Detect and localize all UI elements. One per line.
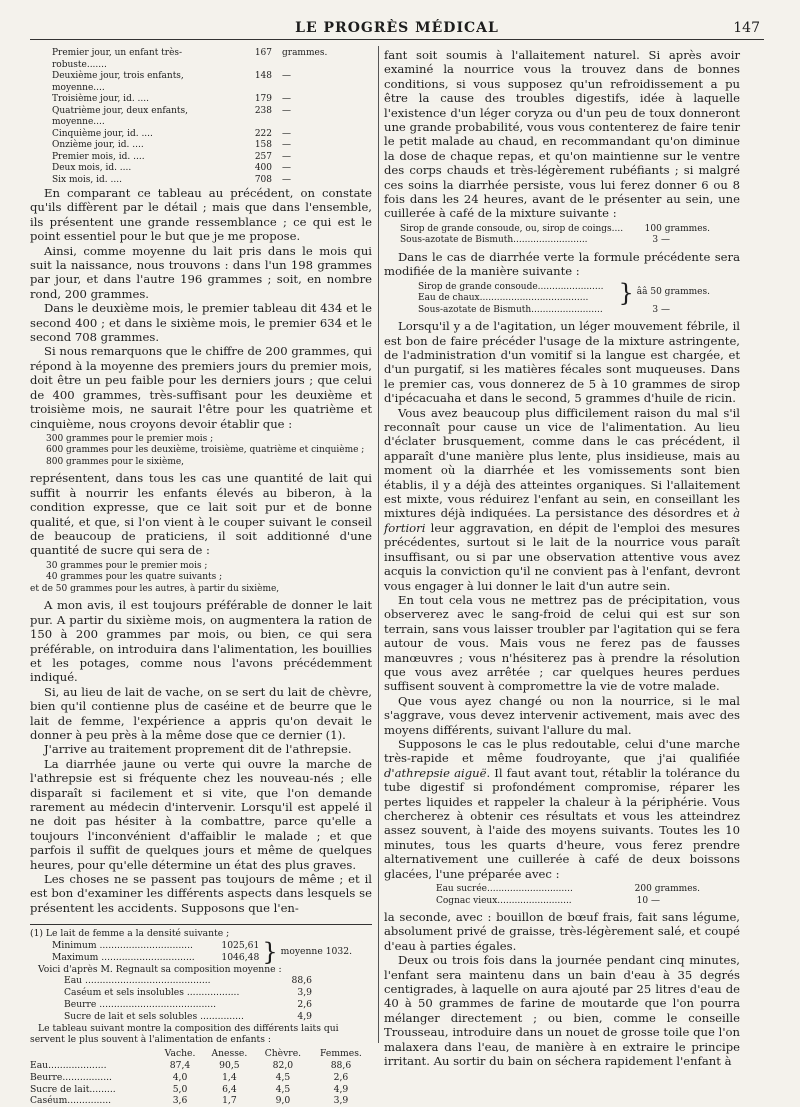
sugar-list: [30, 558, 372, 599]
table-row: [30, 1072, 372, 1084]
paragraph: Vous avez beaucoup plus difficilement raison du mal s'il reconnaît pour cause un vice de l'alimentation. Au lieu d'éclater brusquement, comme dans le cas précédent, il apparaît d'une manière plus lente, plus insidieuse, mais au moment où la diarrhée et les vomissements sont bien établis, il y a déjà des atteintes organiques. Si l'allaitement est mixte, vous réduirez l'enfant au sein, en conseillant les mixtures déjà indiquées. La persistance des désordres et à fortiori leur aggravation, en dépit de l'emploi des mesures précédentes, surtout si le lait de la nourrice vous paraît insuffisant, ou si par une observation attentive vous avez acquis la conviction qu'il ne convient pas à l'enfant, devront vous engager à lui donner le lait d'un autre sein.: [384, 405, 740, 593]
mixture-2: [384, 279, 740, 320]
mixture-row: Sirop de grande consoude, ou, sirop de coings.... 100 grammes.: [400, 223, 710, 234]
paragraph: J'arrive au traitement proprement dit de l'athrepsie.: [44, 742, 352, 757]
table-cell: 9,0: [275, 1095, 291, 1107]
table-row: Six mois, id. .... 708 —: [52, 174, 291, 185]
table-cell: 3,9: [333, 1095, 349, 1107]
page-number: 147: [733, 20, 760, 36]
table-cell: 87,4: [169, 1060, 191, 1072]
paragraph: Si nous remarquons que le chiffre de 200 grammes, qui répond à la moyenne des premiers jours du premier mois, doit être un peu faible pour les derniers jours ; que celui de 400 grammes, très-suffisant pour les deuxième et troisième mois, ne saurait l'être pour les quatrième et cinquième, nous croyons devoir établir que :: [30, 344, 372, 431]
column-header: Vache.: [164, 1048, 196, 1060]
paragraph: A mon avis, il est toujours préférable de donner le lait pur. A partir du sixième mois, on augmentera la ration de 150 à 200 grammes par mois, ou bien, ce qui sera préférable, on introduira dans l'alimentation, les bouillies et les potages, comme nous l'avons précédemment indiqué.: [30, 598, 372, 685]
paragraph: Dans le cas de diarrhée verte la formule précédente sera modifiée de la manière suivante :: [384, 249, 740, 279]
table-cell: 90,5: [219, 1060, 240, 1072]
column-header: Femmes.: [320, 1048, 362, 1060]
table-cell: 4,5: [275, 1071, 291, 1083]
table-row: Cinquième jour, id. .... 222 —: [52, 128, 291, 139]
density-row: Maximum ................................ 1046,48: [52, 951, 260, 963]
mixture-1: [384, 221, 740, 250]
paragraph: La diarrhée jaune ou verte qui ouvre la marche de l'athrepsie est si fréquente chez les nouveau-nés ; elle disparaît si facilement et si vite, que l'on demande rarement au médecin d'intervenir. Lorsqu'il est appelé il ne doit pas hésiter à la combattre, parce qu'elle a toujours l'inconvénient d'affaiblir le malade ; et que parfois il suffit de quelques jours et même de quelques heures, pour qu'elle détermine un état des plus graves.: [30, 756, 372, 872]
composition-row: Eau ........................................... 88,6: [64, 975, 312, 987]
paragraph: Deux ou trois fois dans la journée pendant cinq minutes, l'enfant sera maintenu dans un bain d'eau à 35 degrés centigrades, à laquelle on aura ajouté par 25 litres d'eau de 40 à 50 grammes de farine de moutarde que l'on pourra mélanger directement ; ou bien, comme le conseille Trousseau, introduire dans un nouet de grosse toile que l'on malaxera dans l'eau, de manière à en extraire le principe irritant. Au sortir du bain on séchera rapidement l'enfant à: [384, 953, 740, 1069]
emphasis: d'athrepsie aiguë: [384, 765, 487, 780]
table-cell: 1,7: [222, 1095, 237, 1107]
intake-table: [30, 48, 372, 186]
paragraph: Lorsqu'il y a de l'agitation, un léger mouvement fébrile, il est bon de faire précéder l'usage de la mixture astringente, de l'administration d'un vomitif si la langue est chargée, et d'un purgatif, si les matières fécales sont muqueuses. Dans le premier cas, vous donnerez de 5 à 10 grammes de sirop d'ipécacuaha et dans le second, 5 grammes d'huile de ricin.: [384, 319, 740, 406]
table-cell: 5,0: [172, 1083, 188, 1095]
composition-row: Sucre de lait et sels solubles ............... 4,9: [64, 1010, 312, 1022]
composition-list: [30, 975, 372, 1022]
paragraph: Que vous ayez changé ou non la nourrice, si le mal s'aggrave, vous devez intervenir activement, mais avec des moyens différents, suivant l'allure du mal.: [384, 693, 740, 737]
list-item: 40 grammes pour les quatre suivants ;: [46, 572, 223, 583]
table-row: Quatrième jour, deux enfants, moyenne.... 238 —: [52, 105, 291, 127]
row-label: Beurre.................: [30, 1071, 112, 1083]
table-header-row: [30, 1048, 372, 1060]
regnault-line: Voici d'après M. Regnault sa composition moyenne :: [38, 963, 282, 975]
list-item: 300 grammes pour le premier mois ;: [46, 433, 214, 444]
row-label: Sucre de lait.........: [30, 1083, 116, 1095]
mixture-row: Sous-azotate de Bismuth.......................... 3 —: [400, 235, 670, 246]
mixture-qty: ââ 50 grammes.: [636, 287, 710, 298]
paragraph: Si, au lieu de lait de vache, on se sert du lait de chèvre, bien qu'il contienne plus de caséine et de beurre que le lait de femme, l'expérience a appris qu'on devait le donner à peu près à la même dose que ce dernier (1).: [30, 684, 372, 742]
journal-title: LE PROGRÈS MÉDICAL: [295, 20, 499, 36]
brace: }: [262, 937, 278, 966]
table-row: [30, 1095, 372, 1107]
row-label: Eau....................: [30, 1060, 107, 1072]
table-row: Troisième jour, id. .... 179 —: [52, 94, 291, 104]
table-cell: 4,0: [172, 1071, 188, 1083]
mixture-row: Cognac vieux.......................... 10 —: [436, 895, 660, 906]
brace: }: [618, 279, 634, 308]
table-row: Deuxième jour, trois enfants, moyenne.... 148 —: [52, 71, 291, 93]
page-header: [30, 18, 764, 40]
paragraph: Supposons le cas le plus redoutable, celui d'une marche très-rapide et même foudroyante, que j'ai qualifiée d'athrepsie aiguë. Il faut avant tout, rétablir la tolérance du tube digestif si profondément compromise, réparer les pertes liquides et rappeler la chaleur à la périphérie. Vous chercherez à obtenir ces résultats et vous les atteindrez assez souvent, à l'aide des moyens suivants. Toutes les 10 minutes, tous les quarts d'heure, vous ferez prendre alternativement une cuillerée à café de deux boissons glacées, l'une préparée avec :: [384, 736, 740, 881]
quantity-list: [30, 431, 372, 472]
mixture-row: Sous-azotate de Bismuth......................... 3 —: [418, 304, 670, 315]
footnote-note: Le tableau suivant montre la composition des différents laits qui servent le plus souvent à l'alimentation de enfants :: [30, 1022, 339, 1046]
milk-composition-table: [30, 1048, 372, 1107]
list-item: 600 grammes pour les deuxième, troisième, quatrième et cinquième ;: [46, 445, 365, 456]
paragraph: En tout cela vous ne mettrez pas de précipitation, vous observerez avec le sang-froid de celui qui est sur son terrain, sans vous laisser troubler par l'agitation qui se fera autour de vous. Mais vous ne ferez pas de fausses manœuvres ; vous n'hésiterez pas à prendre la résolution que vous avez arrêtée ; car quelques heures perdues suffisent souvent à compromettre la vie de votre malade.: [384, 592, 740, 694]
column-header: Chèvre.: [264, 1048, 302, 1060]
footnote: [30, 924, 372, 1107]
mixture-row: Eau sucrée.............................. 200 grammes.: [436, 884, 700, 895]
list-item: 800 grammes pour le sixième,: [46, 456, 185, 467]
footnote-intro: (1) Le lait de femme a la densité suivante ;: [30, 928, 230, 940]
paragraph: fant soit soumis à l'allaitement naturel. Si après avoir examiné la nourrice vous la trouvez dans de bonnes conditions, si vous supposez qu'un refroidissement a pu être la cause des troubles digestifs, idée à laquelle l'existence d'un léger coryza ou d'un peu de toux donneront une grande probabilité, vous vous contenterez de faire tenir le petit malade au chaud, en recommandant qu'on diminue la dose de chaque repas, et qu'on maintienne sur le ventre des corps chauds et très-légèrement rubéfiants ; si malgré ces soins la diarrhée persiste, vous lui ferez donner 6 ou 8 fois dans les 24 heures, avant de le présenter au sein, une cuillerée à café de la mixture suivante :: [384, 48, 740, 221]
table-cell: 3,6: [172, 1095, 188, 1107]
table-cell: 82,0: [272, 1060, 294, 1072]
table-cell: 4,5: [275, 1083, 291, 1095]
mixture-brace-group: [418, 279, 710, 308]
right-column: [384, 48, 740, 1069]
column-divider: [378, 46, 379, 1043]
table-cell: 88,6: [330, 1060, 352, 1072]
table-row: [30, 1084, 372, 1096]
column-header: Anesse.: [211, 1048, 248, 1060]
list-item: et de 50 grammes pour les autres, à partir du sixième,: [30, 583, 280, 594]
table-row: Deux mois, id. .... 400 —: [52, 163, 291, 173]
paragraph: Les choses ne se passent pas toujours de même ; et il est bon d'examiner les différents aspects dans lesquels se présentent les accidents. Supposons que l'en-: [30, 872, 372, 915]
composition-row: Caséum et sels insolubles .................. 3,9: [64, 987, 312, 999]
table-cell: 6,4: [222, 1083, 237, 1095]
row-label: Caséum...............: [30, 1095, 112, 1107]
table-cell: 4,9: [333, 1083, 349, 1095]
paragraph: Dans le deuxième mois, le premier tableau dit 434 et le second 400 ; et dans le sixième mois, le premier 634 et le second 708 grammes.: [30, 301, 372, 345]
table-row: Premier mois, id. .... 257 —: [52, 151, 291, 162]
left-column: [30, 48, 372, 1107]
emphasis: à fortiori: [384, 506, 740, 535]
table-row: Onzième jour, id. .... 158 —: [52, 140, 291, 150]
table-row: Premier jour, un enfant très-robuste....... 167 grammes.: [52, 48, 328, 70]
table-row: [30, 1060, 372, 1072]
paragraph: représentent, dans tous les cas une quantité de lait qui suffit à nourrir les enfants élevés au biberon, à la condition expresse, que ce lait soit pur et de bonne qualité, et que, si l'on vient à le couper suivant le conseil de beaucoup de praticiens, il soit additionné d'une quantité de sucre qui sera de :: [30, 471, 372, 558]
density-row: Minimum ................................ 1025,61: [52, 940, 260, 952]
table-cell: 1,4: [222, 1071, 237, 1083]
paragraph: Ainsi, comme moyenne du lait pris dans le mois qui suit la naissance, nous trouvons : dans l'un 198 grammes par jour, et dans l'autre 196 grammes ; soit, en nombre rond, 200 grammes.: [30, 243, 372, 301]
density-mean: moyenne 1032.: [280, 945, 352, 957]
mixture-3: [384, 881, 740, 910]
table-cell: 2,6: [333, 1071, 349, 1083]
density-block: [30, 937, 372, 966]
paragraph: En comparant ce tableau au précédent, on constate qu'ils diffèrent par le détail ; mais que dans l'ensemble, ils présentent une grande ressemblance ; ce qui est le point essentiel pour le but que je me propose.: [30, 186, 372, 244]
composition-row: Beurre ........................................ 2,6: [64, 999, 312, 1011]
mixture-row: Eau de chaux......................................: [418, 293, 589, 304]
mixture-row: Sirop de grande consoude.......................: [418, 281, 604, 292]
paragraph: la seconde, avec : bouillon de bœuf frais, fait sans légume, absolument privé de graisse, très-légèrement salé, et coupé d'eau à parties égales.: [384, 910, 740, 953]
list-item: 30 grammes pour le premier mois ;: [46, 560, 208, 571]
